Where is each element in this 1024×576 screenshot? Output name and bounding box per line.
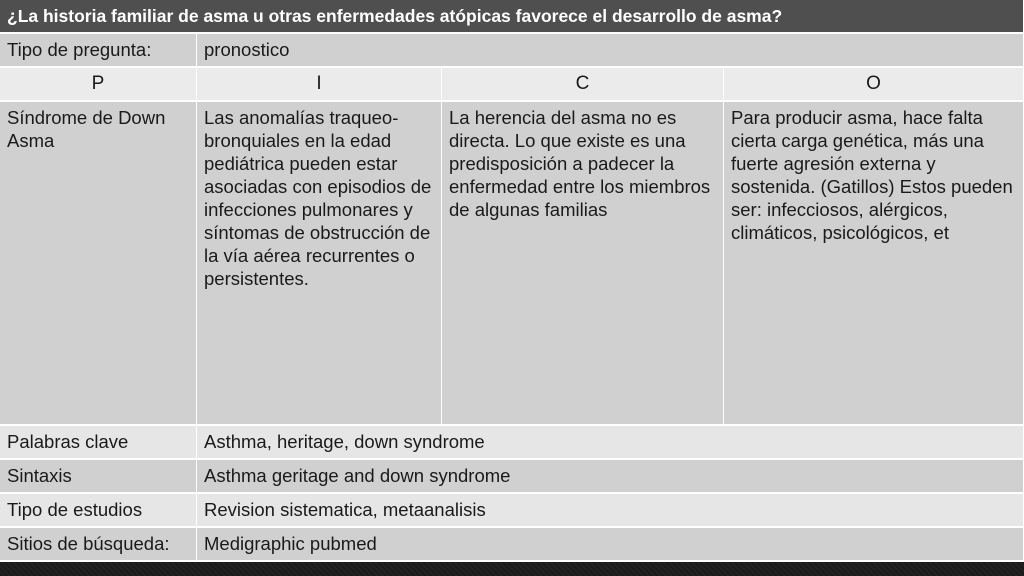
pico-cell-i: Las anomalías traqueo-bronquiales en la edad pediátrica pueden estar asociadas con episodios de infecciones pulmonares y síntomas de obstrucción de la vía aérea recurrentes o persistentes.	[197, 102, 442, 426]
pico-cell-o: Para producir asma, hace falta cierta carga genética, más una fuerte agresión externa y sostenida. (Gatillos) Estos pueden ser: infecciosos, alérgicos, climáticos, psicológicos, et	[724, 102, 1024, 426]
pico-header-o: O	[724, 68, 1024, 102]
pico-header-c: C	[442, 68, 724, 102]
keywords-value: Asthma, heritage, down syndrome	[197, 426, 1024, 460]
pico-content-row	[0, 102, 1024, 426]
keywords-row	[0, 426, 1024, 460]
search-sites-label: Sitios de búsqueda:	[0, 528, 197, 562]
study-types-label: Tipo de estudios	[0, 494, 197, 528]
question-row	[0, 0, 1024, 34]
pico-header-row	[0, 68, 1024, 102]
search-sites-value: Medigraphic pubmed	[197, 528, 1024, 562]
syntax-label: Sintaxis	[0, 460, 197, 494]
pico-cell-c: La herencia del asma no es directa. Lo que existe es una predisposición a padecer la enfermedad entre los miembros de algunas familias	[442, 102, 724, 426]
pico-cell-p: Síndrome de Down Asma	[0, 102, 197, 426]
keywords-label: Palabras clave	[0, 426, 197, 460]
pico-header-i: I	[197, 68, 442, 102]
pico-header-p: P	[0, 68, 197, 102]
study-types-value: Revision sistematica, metaanalisis	[197, 494, 1024, 528]
search-sites-row	[0, 528, 1024, 562]
syntax-row	[0, 460, 1024, 494]
syntax-value: Asthma geritage and down syndrome	[197, 460, 1024, 494]
study-types-row	[0, 494, 1024, 528]
question-type-row	[0, 34, 1024, 68]
question-type-label: Tipo de pregunta:	[0, 34, 197, 68]
question-title: ¿La historia familiar de asma u otras enfermedades atópicas favorece el desarrollo de asma?	[0, 0, 1024, 34]
question-type-value: pronostico	[197, 34, 1024, 68]
